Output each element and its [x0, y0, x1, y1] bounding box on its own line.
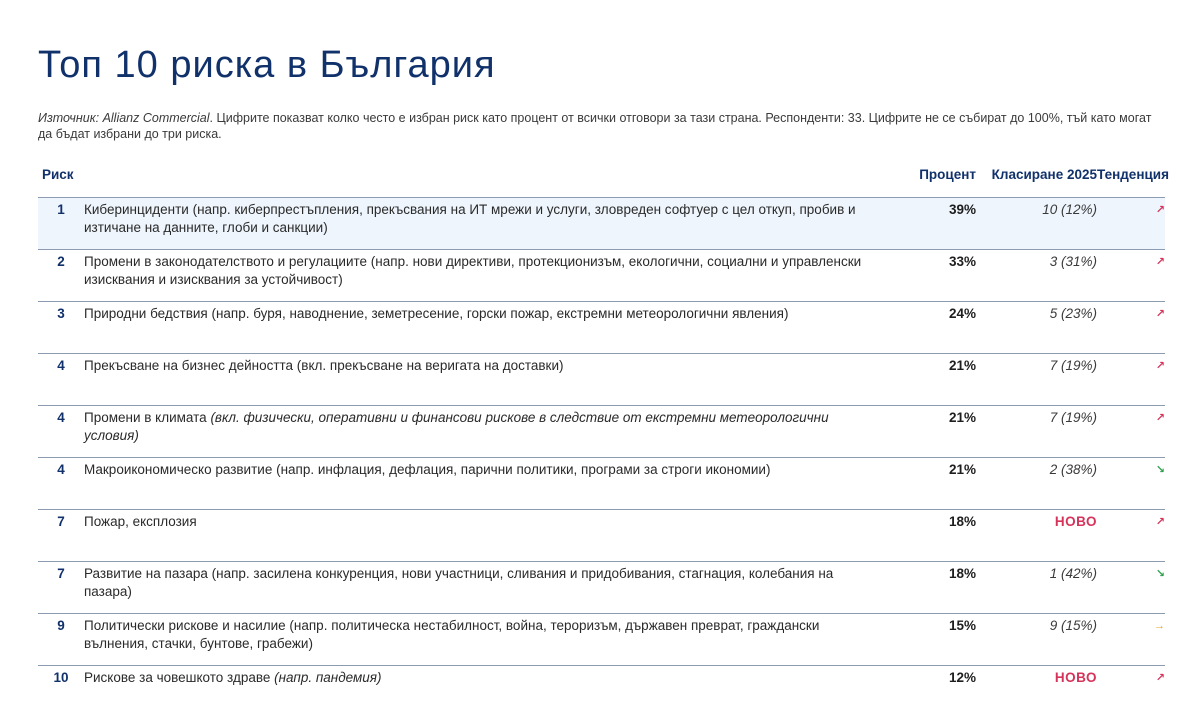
header-risk: Риск	[42, 167, 74, 182]
trend-arrow-icon: ↘	[1155, 464, 1165, 476]
table-row	[38, 510, 1165, 562]
table-row	[38, 666, 1165, 717]
row-rank-number: 7	[57, 566, 65, 581]
row-risk-description	[84, 302, 874, 353]
row-rank-2025: 5 (23%)	[1049, 306, 1097, 321]
row-percent: 18%	[948, 514, 976, 529]
row-rank-2025: 7 (19%)	[1049, 358, 1097, 373]
trend-arrow-icon: ↗	[1155, 360, 1165, 372]
risk-text: Политически рискове и насилие (напр. политическа нестабилност, война, тероризъм, държавен преврат, граждански вълнения, стачки, бунтове, грабежи)	[84, 618, 820, 651]
risk-table	[38, 164, 1169, 717]
header-rank: Класиране 2025	[991, 167, 1097, 182]
row-rank-number: 9	[57, 618, 65, 633]
risk-text: Прекъсване на бизнес дейността (вкл. прекъсване на веригата на доставки)	[84, 358, 564, 373]
table-row	[38, 302, 1165, 354]
row-rank-number: 4	[57, 410, 65, 425]
risk-text-italic: (вкл. физически, оперативни и финансови рискове в следствие от екстремни метеорологични условия)	[84, 410, 829, 443]
trend-arrow-icon: ↗	[1155, 412, 1165, 424]
table-row	[38, 614, 1165, 666]
trend-arrow-icon: →	[1154, 620, 1165, 632]
row-risk-description	[84, 666, 874, 717]
risk-text: Рискове за човешкото здраве	[84, 670, 275, 685]
row-rank-2025: 10 (12%)	[1042, 202, 1097, 217]
row-percent: 21%	[948, 462, 976, 477]
row-percent: 33%	[948, 254, 976, 269]
risk-text: Развитие на пазара (напр. засилена конкуренция, нови участници, сливания и придобивания, стагнация, колебания на пазара)	[84, 566, 834, 599]
row-rank-2025: 2 (38%)	[1049, 462, 1097, 477]
row-rank-number: 4	[57, 462, 65, 477]
table-row	[38, 354, 1165, 406]
trend-arrow-icon: ↗	[1155, 204, 1165, 216]
row-percent: 39%	[948, 202, 976, 217]
row-percent: 15%	[948, 618, 976, 633]
risk-text: Макроикономическо развитие (напр. инфлация, дефлация, парични политики, програми за строги икономии)	[84, 462, 771, 477]
table-body	[38, 198, 1165, 717]
header-spacer	[84, 164, 874, 197]
row-rank-2025: 3 (31%)	[1049, 254, 1097, 269]
table-row	[38, 406, 1165, 458]
row-rank-2025: 7 (19%)	[1049, 410, 1097, 425]
risk-text: Пожар, експлозия	[84, 514, 197, 529]
row-percent: 12%	[948, 670, 976, 685]
risk-text: Природни бедствия (напр. буря, наводнение, земетресение, горски пожар, екстремни метеорологични явления)	[84, 306, 789, 321]
trend-arrow-icon: ↘	[1155, 568, 1165, 580]
row-rank-number: 4	[57, 358, 65, 373]
table-row	[38, 198, 1165, 250]
risk-text: Промени в климата	[84, 410, 211, 425]
row-rank-number: 3	[57, 306, 65, 321]
row-percent: 21%	[948, 358, 976, 373]
row-rank-number: 10	[53, 670, 69, 685]
trend-arrow-icon: ↗	[1155, 516, 1165, 528]
row-risk-description	[84, 458, 874, 509]
trend-arrow-icon: ↗	[1155, 672, 1165, 684]
row-risk-description	[84, 510, 874, 561]
trend-arrow-icon: ↗	[1155, 308, 1165, 320]
row-rank-number: 7	[57, 514, 65, 529]
trend-arrow-icon: ↗	[1155, 256, 1165, 268]
header-percent: Процент	[919, 167, 976, 182]
table-header	[38, 164, 1169, 198]
risk-text: Киберинциденти (напр. киберпрестъпления, прекъсвания на ИТ мрежи и услуги, зловреден софтуер с цел откуп, пробив и изтичане на данните, глоби и санкции)	[84, 202, 856, 235]
header-trend: Тенденция	[1097, 167, 1169, 182]
row-rank-2025: 1 (42%)	[1049, 566, 1097, 581]
risk-text: Промени в законодателството и регулациите (напр. нови директиви, протекционизъм, екологични, социални и управленски изисквания и изисквания за устойчивост)	[84, 254, 862, 287]
source-text: . Цифрите показват колко често е избран риск като процент от всички отговори за тази страна. Респонденти: 33. Цифрите не се събират до 100%, тъй като могат да бъдат избрани до три риска.	[38, 111, 1152, 141]
row-rank-2025: НОВО	[1054, 514, 1097, 529]
row-rank-2025: НОВО	[1054, 670, 1097, 685]
table-row	[38, 458, 1165, 510]
row-risk-description	[84, 354, 874, 405]
row-risk-description	[84, 198, 874, 249]
row-percent: 21%	[948, 410, 976, 425]
risk-text-italic: (напр. пандемия)	[274, 670, 382, 685]
table-row	[38, 250, 1165, 302]
row-risk-description	[84, 406, 874, 457]
source-note	[38, 110, 1163, 142]
row-rank-number: 2	[57, 254, 65, 269]
row-risk-description	[84, 250, 874, 301]
page-title: Топ 10 риска в България	[38, 44, 496, 86]
source-label: Източник: Allianz Commercial	[38, 111, 210, 125]
table-row	[38, 562, 1165, 614]
row-rank-2025: 9 (15%)	[1049, 618, 1097, 633]
row-percent: 18%	[948, 566, 976, 581]
row-percent: 24%	[948, 306, 976, 321]
row-risk-description	[84, 562, 874, 613]
row-rank-number: 1	[57, 202, 65, 217]
row-risk-description	[84, 614, 874, 665]
